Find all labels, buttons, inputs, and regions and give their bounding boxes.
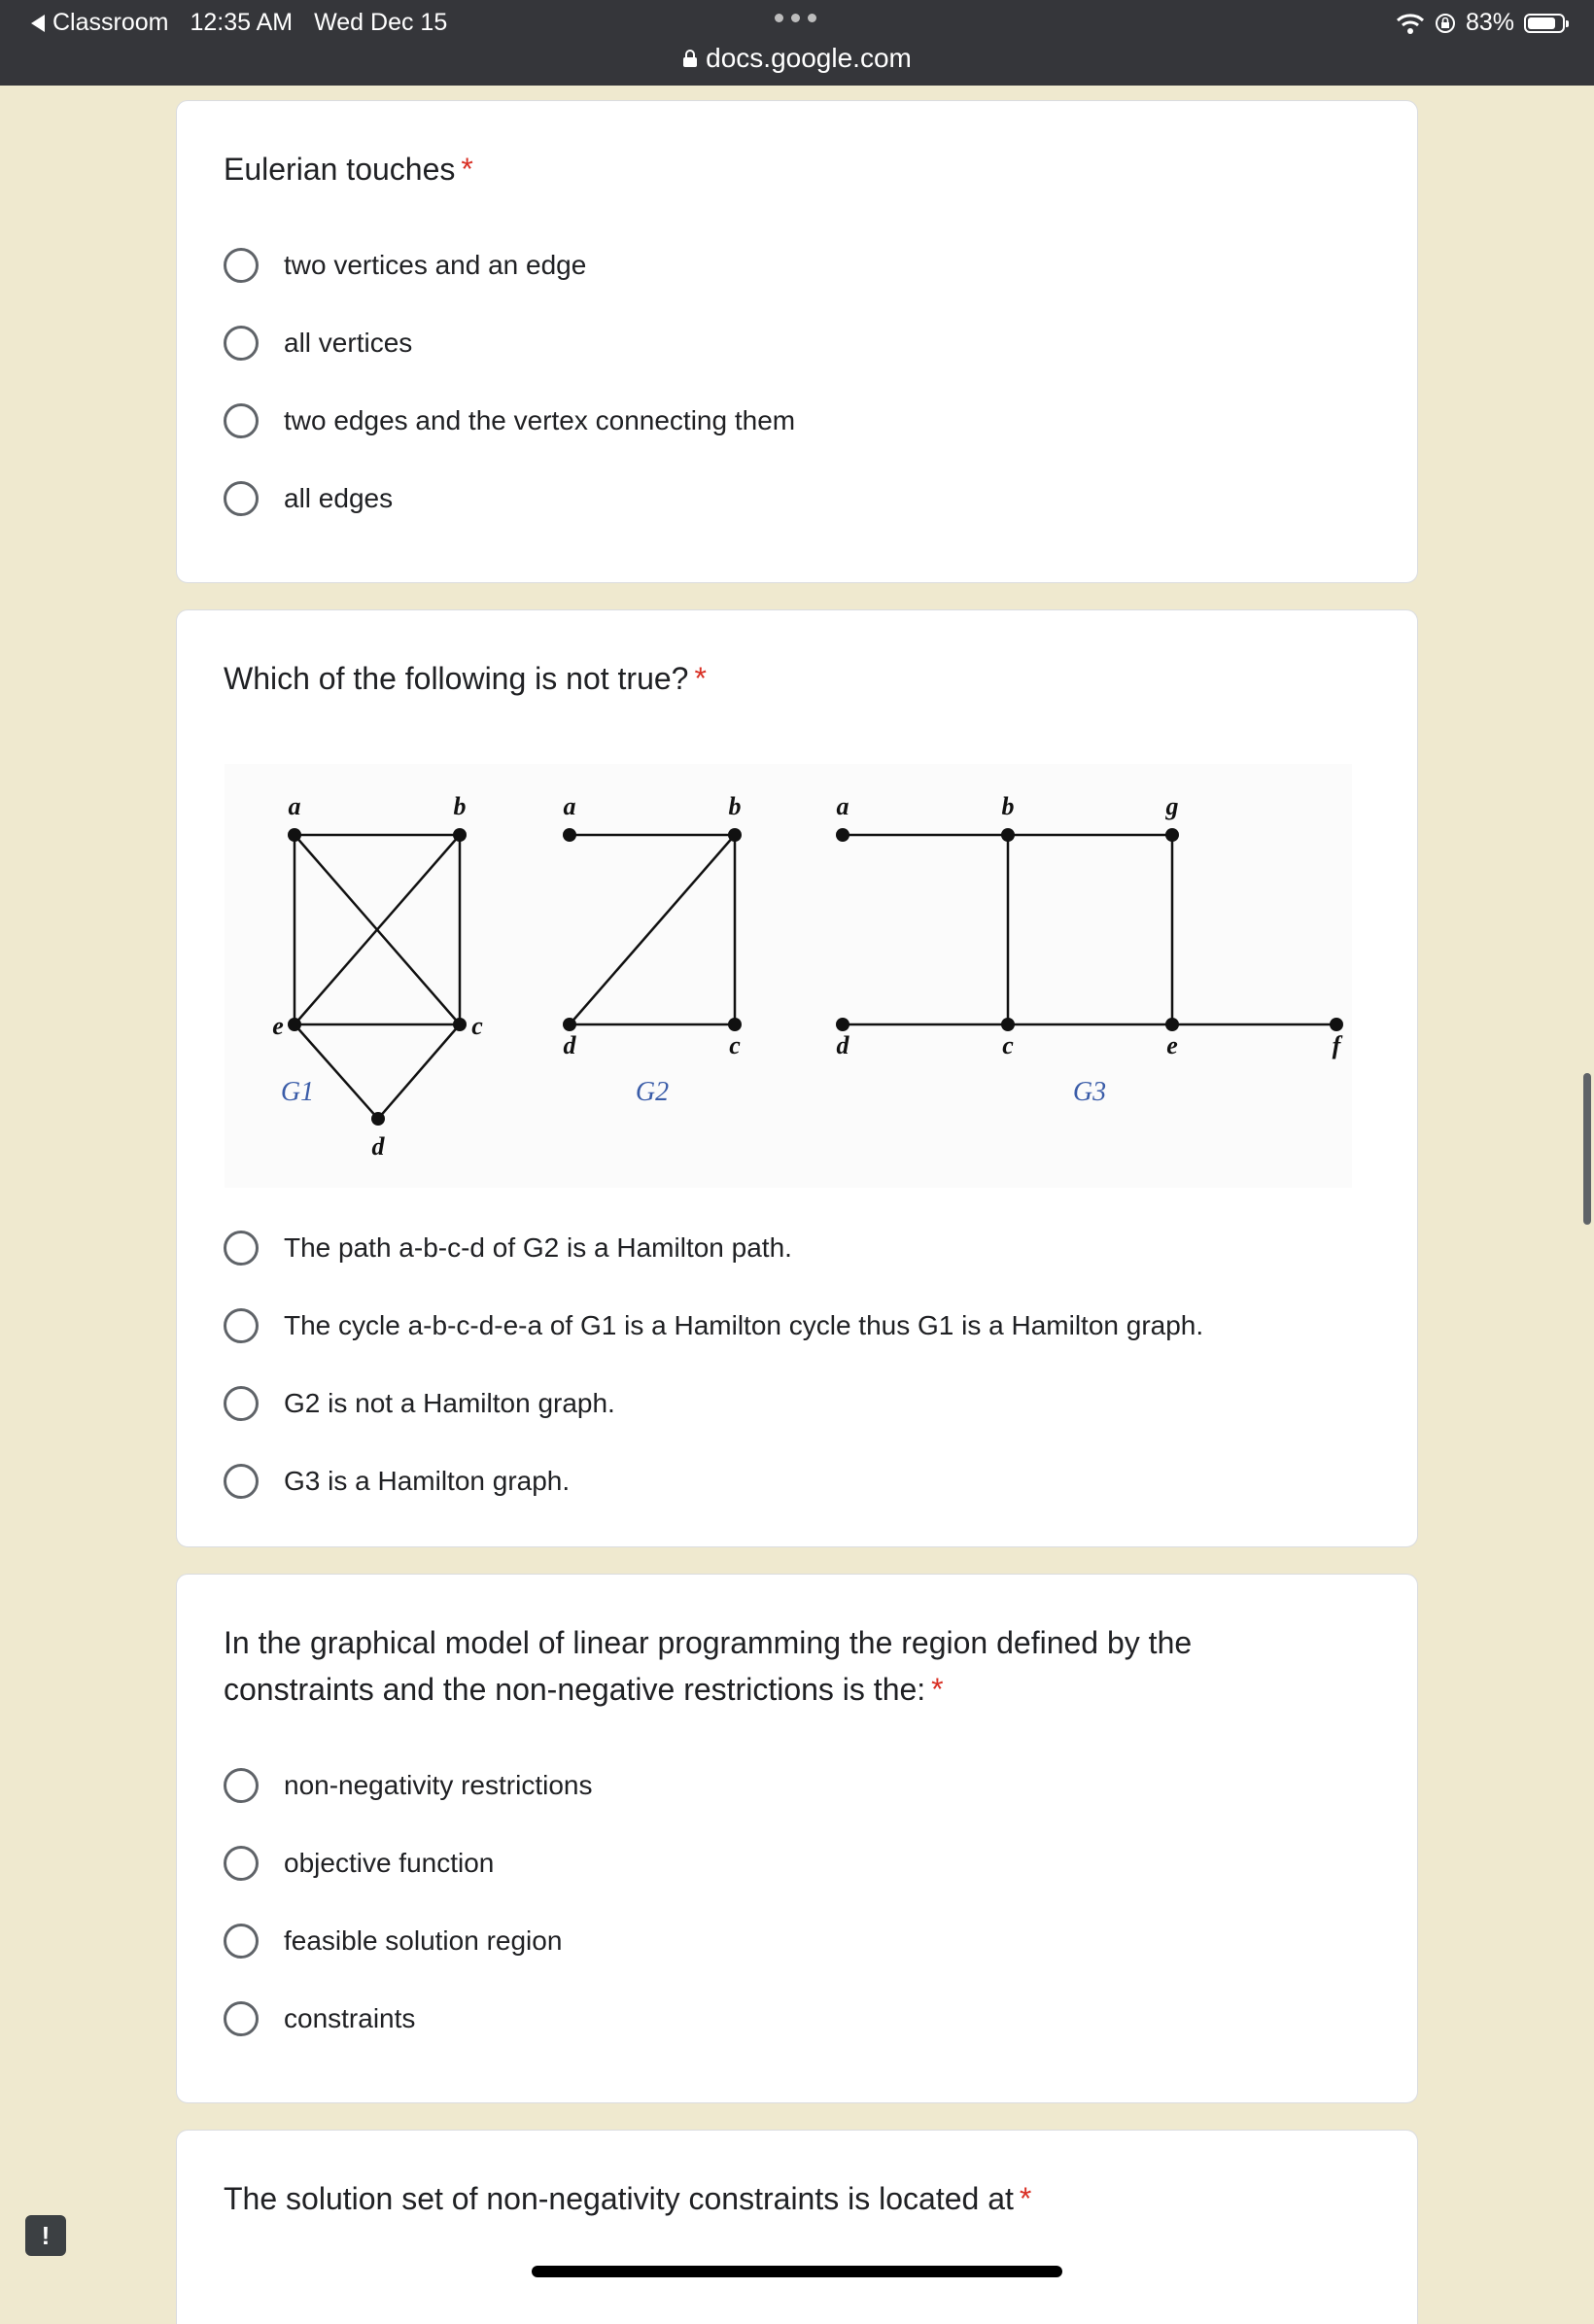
vertex <box>1165 828 1179 842</box>
back-to-app-link[interactable] <box>31 9 168 37</box>
vertex <box>371 1112 385 1126</box>
radio-button[interactable] <box>224 2001 259 2036</box>
vertex <box>1165 1018 1179 1031</box>
option-label: feasible solution region <box>284 1925 563 1956</box>
radio-button[interactable] <box>224 1386 259 1421</box>
radio-button[interactable] <box>224 1846 259 1881</box>
status-date: Wed Dec 15 <box>314 9 448 36</box>
option-label: all edges <box>284 483 394 513</box>
radio-button[interactable] <box>224 1464 259 1499</box>
url-text: docs.google.com <box>706 43 912 73</box>
question-card-2 <box>176 609 1418 1547</box>
question-title <box>224 1619 1312 1713</box>
vertex <box>836 828 849 842</box>
required-mark: * <box>931 1672 944 1707</box>
status-right <box>1396 9 1565 37</box>
radio-button[interactable] <box>224 481 259 516</box>
option-label: The cycle a-b-c-d-e-a of G1 is a Hamilton cycle thus G1 is a Hamilton graph. <box>284 1310 1204 1340</box>
question-card-1 <box>176 100 1418 583</box>
radio-button[interactable] <box>224 248 259 283</box>
question-title-text: Which of the following is not true? <box>224 661 689 696</box>
radio-option[interactable] <box>224 1997 415 2040</box>
vertex <box>1001 828 1015 842</box>
vertex-label: g <box>1165 792 1179 820</box>
vertex <box>836 1018 849 1031</box>
feedback-icon[interactable]: ! <box>25 2215 66 2256</box>
radio-option[interactable] <box>224 1920 562 1962</box>
radio-option[interactable] <box>224 1304 1203 1347</box>
option-label: objective function <box>284 1848 495 1878</box>
question-card-4 <box>176 2130 1418 2324</box>
radio-option[interactable] <box>224 399 795 442</box>
required-mark: * <box>694 661 707 696</box>
radio-option[interactable] <box>224 1842 494 1885</box>
vertex-label: d <box>563 1031 576 1059</box>
question-title-text: The solution set of non-negativity constraints is located at <box>224 2181 1014 2216</box>
radio-option[interactable] <box>224 477 393 520</box>
radio-button[interactable] <box>224 403 259 438</box>
radio-option[interactable] <box>224 1382 615 1425</box>
vertex-label: b <box>453 792 467 820</box>
vertex <box>728 1018 742 1031</box>
lock-icon <box>682 49 698 68</box>
vertex-label: c <box>471 1012 483 1040</box>
vertex-label: b <box>728 792 742 820</box>
question-title <box>224 655 1312 702</box>
status-time: 12:35 AM <box>190 9 294 36</box>
back-app-label: Classroom <box>52 9 169 36</box>
option-label: all vertices <box>284 328 413 358</box>
more-dots-icon[interactable] <box>775 14 816 22</box>
vertex <box>728 828 742 842</box>
vertex-label: a <box>836 792 849 820</box>
radio-option[interactable] <box>224 1460 570 1503</box>
question-title-text: Eulerian touches <box>224 152 456 187</box>
required-mark: * <box>461 152 473 187</box>
vertex <box>1330 1018 1343 1031</box>
status-left <box>31 9 468 37</box>
vertex <box>288 828 301 842</box>
vertex <box>563 1018 576 1031</box>
vertex <box>453 828 467 842</box>
graph-name: G3 <box>1072 1077 1107 1107</box>
vertex <box>453 1018 467 1031</box>
graph-name: G2 <box>635 1077 670 1107</box>
vertex <box>288 1018 301 1031</box>
option-label: The path a-b-c-d of G2 is a Hamilton path. <box>284 1232 792 1263</box>
status-bar <box>0 0 1594 86</box>
radio-button[interactable] <box>224 1924 259 1959</box>
radio-button[interactable] <box>224 1231 259 1266</box>
option-label: G2 is not a Hamilton graph. <box>284 1388 615 1418</box>
vertex-label: c <box>1002 1031 1014 1059</box>
radio-button[interactable] <box>224 326 259 361</box>
radio-option[interactable] <box>224 244 586 287</box>
home-indicator[interactable] <box>532 2266 1062 2277</box>
question-title <box>224 146 1312 192</box>
option-label: constraints <box>284 2003 416 2033</box>
radio-option[interactable] <box>224 1227 792 1269</box>
radio-button[interactable] <box>224 1768 259 1803</box>
vertex-label: a <box>563 792 576 820</box>
battery-percent: 83% <box>1465 9 1514 36</box>
vertex-label: a <box>288 792 301 820</box>
vertex-label: e <box>1166 1031 1178 1059</box>
graph-name: G1 <box>280 1077 315 1107</box>
question-title <box>224 2175 1312 2222</box>
scrollbar[interactable] <box>1583 1073 1591 1225</box>
vertex-label: d <box>836 1031 849 1059</box>
question-title-text: In the graphical model of linear programming the region defined by the constraints and the non-negative restrictions is the: <box>224 1625 1193 1707</box>
option-label: two edges and the vertex connecting them <box>284 405 796 435</box>
option-label: non-negativity restrictions <box>284 1770 593 1800</box>
rotation-lock-icon <box>1435 13 1456 34</box>
question-card-3 <box>176 1574 1418 2103</box>
radio-button[interactable] <box>224 1308 259 1343</box>
vertex-label: d <box>371 1132 385 1161</box>
vertex <box>563 828 576 842</box>
graph-figure <box>225 764 1352 1188</box>
address-bar[interactable] <box>0 43 1594 74</box>
option-label: two vertices and an edge <box>284 250 587 280</box>
vertex-label: e <box>272 1012 284 1040</box>
vertex-label: c <box>729 1031 741 1059</box>
radio-option[interactable] <box>224 1764 592 1807</box>
radio-option[interactable] <box>224 322 412 364</box>
option-label: G3 is a Hamilton graph. <box>284 1466 571 1496</box>
back-arrow-icon <box>31 15 45 32</box>
required-mark: * <box>1019 2181 1032 2216</box>
wifi-icon <box>1396 13 1425 34</box>
battery-icon <box>1524 14 1565 33</box>
vertex-label: f <box>1332 1031 1341 1059</box>
vertex-label: b <box>1001 792 1015 820</box>
vertex <box>1001 1018 1015 1031</box>
